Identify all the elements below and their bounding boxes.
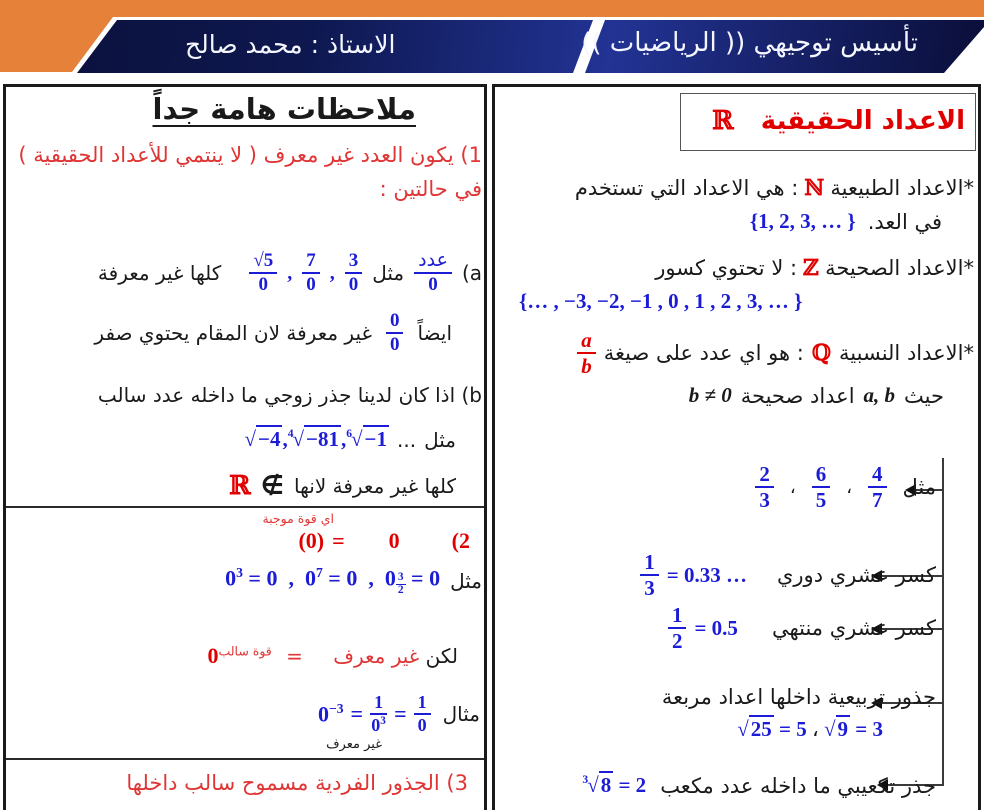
fraction-1-3: $\frac{1}{3}$: [640, 551, 659, 599]
natural-numbers-line2: في العد. {1, 2, 3, … }: [749, 209, 942, 234]
fraction-sqrt5-0: $\frac{√5}{0}$: [249, 251, 277, 295]
note1-line1: 1) يكون العدد غير معرف ( لا ينتمي للأعداد الحقيقية ): [18, 143, 482, 167]
R-symbol: ℝ: [229, 471, 251, 501]
teacher-name: الاستاذ : محمد صالح: [185, 30, 396, 59]
case-a-row: (a $\frac{\text{عدد}}{0}$ مثل $\frac{3}{0}$ , $\frac{7}{0}$ , $\frac{√5}{0}$ كلها غير معرفة: [97, 249, 482, 295]
note1-line2: في حالتين :: [379, 177, 482, 201]
course-title: تأسيس توجيهي (( الرياضيات )): [581, 28, 918, 58]
natural-set: {1, 2, 3, … }: [749, 209, 856, 233]
fraction-6-5: $\frac{6}{5}$: [812, 463, 831, 511]
terminating-math: $\frac{1}{2}$ = 0.5: [668, 604, 738, 652]
section-divider-1: [6, 506, 484, 508]
negative-power-math: $0^{-3}$ = $\frac{1}{0^3}$ = $\frac{1}{0}$: [318, 693, 431, 735]
branch-cube-root: جذر تكعيبي ما داخله عدد مكعب $^3$√8 = 2: [582, 773, 936, 798]
cube-root-math: $^3$√8 = 2: [582, 773, 647, 797]
panel-title: الاعداد الحقيقية: [760, 106, 965, 136]
integers-set: {… , −3, −2, −1 , 0 , 1 , 2 , 3, … }: [519, 289, 803, 313]
fraction-0-0: $\frac{0}{0}$: [386, 311, 404, 355]
fraction-1-over-0: $\frac{1}{0}$: [414, 693, 431, 735]
integers-line1: *الاعداد الصحيحة ℤ : لا تحتوي كسور: [655, 255, 974, 281]
fraction-4-7: $\frac{4}{7}$: [868, 463, 887, 511]
but-negative-power-row: لكن غير معرف = $^{قوة سالب}$0: [207, 643, 458, 668]
fraction-7-0: $\frac{7}{0}$: [302, 251, 320, 295]
case-a-marker: (a: [461, 261, 482, 285]
notes-panel: [3, 84, 487, 810]
any-positive-power-label: اي قوة موجبة: [262, 511, 334, 526]
panel-title-box: [680, 93, 976, 151]
real-numbers-symbol: ℝ: [712, 106, 734, 136]
fraction-1-over-0cubed: $\frac{1}{0^3}$: [371, 692, 386, 735]
repeating-math: $\frac{1}{3}$ = 0.33 …: [640, 551, 747, 599]
fraction-number-over-0: $\frac{\text{عدد}}{0}$: [414, 251, 452, 295]
fraction-1-2: $\frac{1}{2}$: [668, 604, 687, 652]
rationals-symbol: ℚ: [811, 340, 832, 366]
rationals-line1: *الاعداد النسبية ℚ : هو اي عدد على صيغة $\frac{a}{b}$: [577, 325, 974, 381]
natural-symbol: ℕ: [804, 175, 825, 201]
bracket-vertical-line: [942, 458, 944, 785]
branch-repeating: كسر عشري دوري $\frac{1}{3}$ = 0.33 …: [640, 551, 936, 599]
branch-examples: مثل $\frac{4}{7}$ ، $\frac{6}{5}$ ، $\frac{2}{3}$: [755, 463, 936, 511]
a-over-b-fraction: $\frac{a}{b}$: [577, 329, 596, 377]
even-roots-row: مثل ... √−4,$^4$√−81,$^6$√−1: [244, 427, 456, 452]
not-element-symbol: ∌: [260, 471, 284, 501]
rationals-line2: حيث a, b اعداد صحيحة b ≠ 0: [688, 383, 944, 408]
natural-numbers-line1: *الاعداد الطبيعية ℕ : هي الاعداد التي تستخدم: [574, 175, 974, 201]
fraction-3-0: $\frac{3}{0}$: [345, 251, 363, 295]
case-b-row: b) اذا كان لدينا جذر زوجي ما داخله عدد سالب: [97, 383, 482, 407]
zero-power-examples-math: $0^3 = 0$ , $0^7 = 0$ , 0 $\frac{3}{2}$ = 0: [225, 565, 441, 597]
branch-square-roots-label: جذور تربيعية داخلها اعداد مربعة: [661, 685, 936, 709]
negative-power-example-row: مثال $0^{-3}$ = $\frac{1}{0^3}$ = $\frac{1}{0}$: [317, 692, 480, 735]
section-divider-2: [6, 758, 484, 760]
notes-title: ملاحظات هامة جداً: [152, 92, 416, 126]
even-roots-math: √−4,$^4$√−81,$^6$√−1: [244, 427, 388, 451]
zero-power-examples: مثل $0^3 = 0$ , $0^7 = 0$ , 0 $\frac{3}{2}$ = 0: [225, 565, 482, 597]
case-a-tail: كلها غير معرفة: [97, 261, 222, 285]
branch-square-roots-math: √25 = 5 ، √9 = 3: [737, 717, 883, 741]
branch-terminating: كسر عشري منتهي $\frac{1}{2}$ = 0.5: [668, 604, 936, 652]
not-in-R-row: كلها غير معرفة لانها ∌ ℝ: [229, 471, 456, 501]
undefined-under-label: غير معرف: [326, 737, 382, 752]
also-zero-over-zero-row: ايضاً $\frac{0}{0}$ غير معرفة لان المقام يحتوي صفر: [94, 310, 452, 355]
integers-symbol: ℤ: [803, 255, 820, 281]
real-numbers-panel: [492, 84, 981, 810]
fraction-2-3: $\frac{2}{3}$: [755, 463, 774, 511]
note3-line: 3) الجذور الفردية مسموح سالب داخلها: [126, 771, 468, 795]
zero-power-equation: (2 0 = (0): [298, 528, 470, 553]
